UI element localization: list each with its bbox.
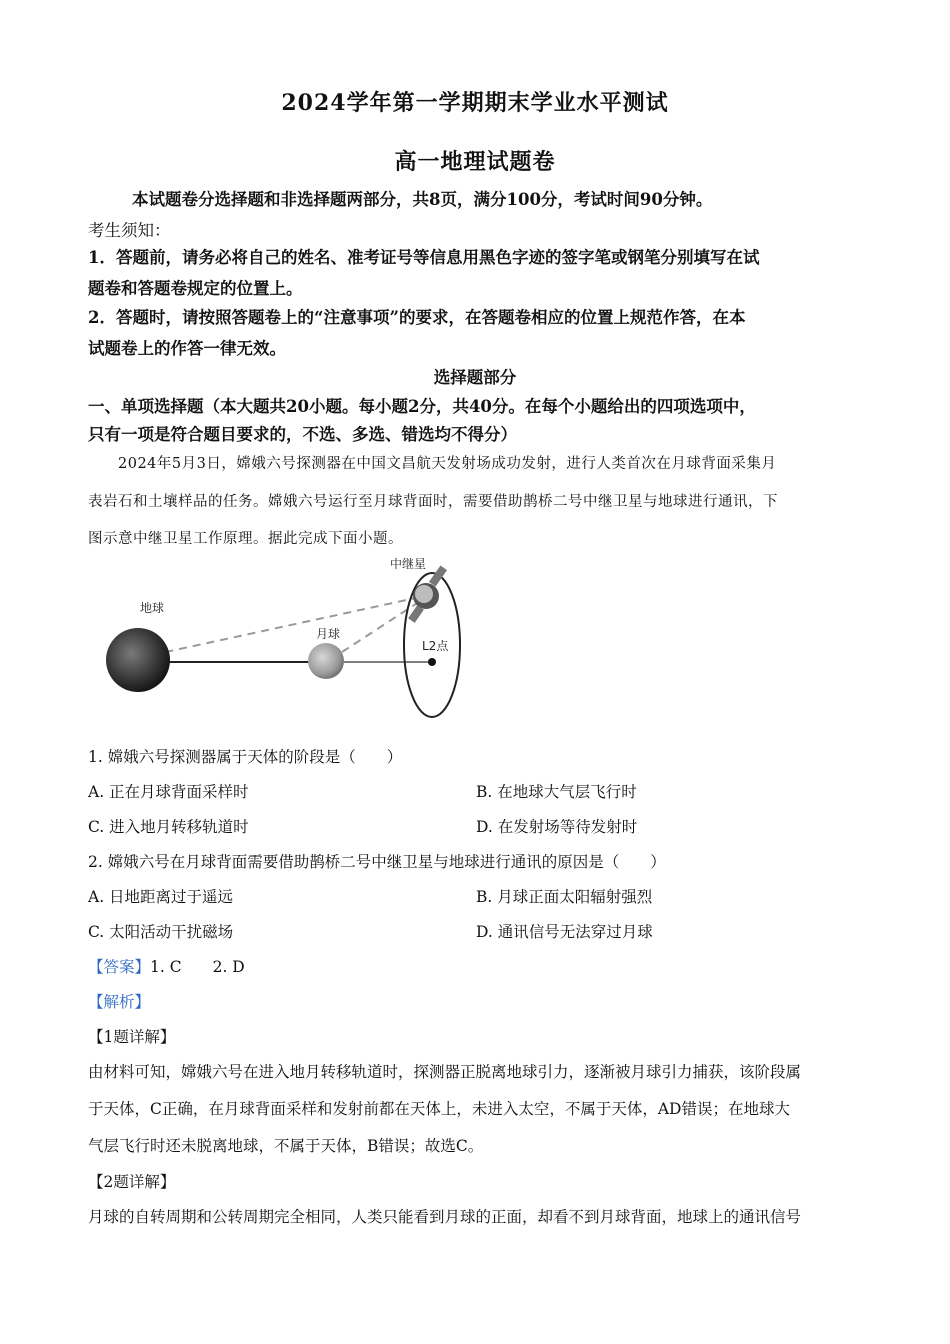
- q2-option-c: C. 太阳活动干扰磁场: [88, 923, 234, 941]
- notice-line: 题卷和答题卷规定的位置上。: [88, 279, 303, 298]
- material-line: 表岩石和土壤样品的任务。嫦娥六号运行至月球背面时，需要借助鹊桥二号中继卫星与地球进行通讯，下: [88, 494, 778, 510]
- q1-option-b: B. 在地球大气层飞行时: [476, 783, 637, 801]
- detail-1-line: 气层飞行时还未脱离地球，不属于天体，B错误；故选C。: [88, 1137, 484, 1155]
- answer-line: [88, 955, 868, 977]
- detail-1-line: 于天体，C正确，在月球背面采样和发射前都在天体上，未进入太空，不属于天体，AD错误；在地球大: [88, 1100, 790, 1118]
- relay-label: 中继星: [390, 557, 427, 571]
- detail-1-tag: 【1题详解】: [88, 1028, 176, 1046]
- question-2-stem: 2. 嫦娥六号在月球背面需要借助鹊桥二号中继卫星与地球进行通讯的原因是（ ）: [88, 853, 666, 871]
- material-line: 图示意中继卫星工作原理。据此完成下面小题。: [88, 531, 403, 547]
- analysis-tag: 【解析】: [88, 993, 151, 1011]
- l2-point-marker: [428, 658, 436, 666]
- exam-title: 2024学年第一学期期末学业水平测试: [281, 90, 669, 116]
- moon-relay-dashed-line: [342, 598, 425, 652]
- q2-option-d: D. 通讯信号无法穿过月球: [476, 923, 653, 941]
- moon-icon: [308, 643, 344, 679]
- exam-subtitle: 高一地理试题卷: [394, 149, 556, 175]
- part-heading: 一、单项选择题（本大题共20小题。每小题2分，共40分。在每个小题给出的四项选项中，: [88, 397, 756, 416]
- section-heading: 选择题部分: [433, 368, 517, 387]
- q2-option-b: B. 月球正面太阳辐射强烈: [476, 888, 653, 906]
- l2-label: L2点: [422, 639, 449, 653]
- relay-satellite-diagram: [100, 552, 470, 724]
- answer-text: 1. C 2. D: [150, 958, 245, 976]
- detail-2-line: 月球的自转周期和公转周期完全相同，人类只能看到月球的正面，却看不到月球背面，地球上的通讯信号: [88, 1208, 802, 1226]
- q1-option-a: A. 正在月球背面采样时: [88, 783, 249, 801]
- notice-line: 试题卷上的作答一律无效。: [88, 339, 286, 358]
- earth-label: 地球: [140, 601, 165, 615]
- moon-label: 月球: [316, 627, 341, 641]
- intro-text: 本试题卷分选择题和非选择题两部分，共8页，满分100分，考试时间90分钟。: [132, 190, 713, 209]
- notice-line: 2．答题时，请按照答题卷上的“注意事项”的要求，在答题卷相应的位置上规范作答，在本: [88, 308, 746, 327]
- notice-line: 1．答题前，请务必将自己的姓名、准考证号等信息用黑色字迹的签字笔或钢笔分别填写在试: [88, 248, 760, 267]
- detail-2-tag: 【2题详解】: [88, 1173, 176, 1191]
- q2-option-a: A. 日地距离过于遥远: [88, 888, 234, 906]
- material-line: 2024年5月3日，嫦娥六号探测器在中国文昌航天发射场成功发射，进行人类首次在月球背面采集月: [118, 456, 777, 472]
- question-1-stem: 1. 嫦娥六号探测器属于天体的阶段是（ ）: [88, 748, 403, 766]
- detail-1-line: 由材料可知，嫦娥六号在进入地月转移轨道时，探测器正脱离地球引力，逐渐被月球引力捕获，该阶段属: [88, 1063, 802, 1081]
- part-heading: 只有一项是符合题目要求的，不选、多选、错选均不得分）: [88, 425, 517, 444]
- q1-option-c: C. 进入地月转移轨道时: [88, 818, 249, 836]
- q1-option-d: D. 在发射场等待发射时: [476, 818, 638, 836]
- earth-icon: [106, 628, 170, 692]
- notice-heading: 考生须知：: [88, 221, 171, 240]
- answer-tag: 【答案】: [88, 958, 151, 976]
